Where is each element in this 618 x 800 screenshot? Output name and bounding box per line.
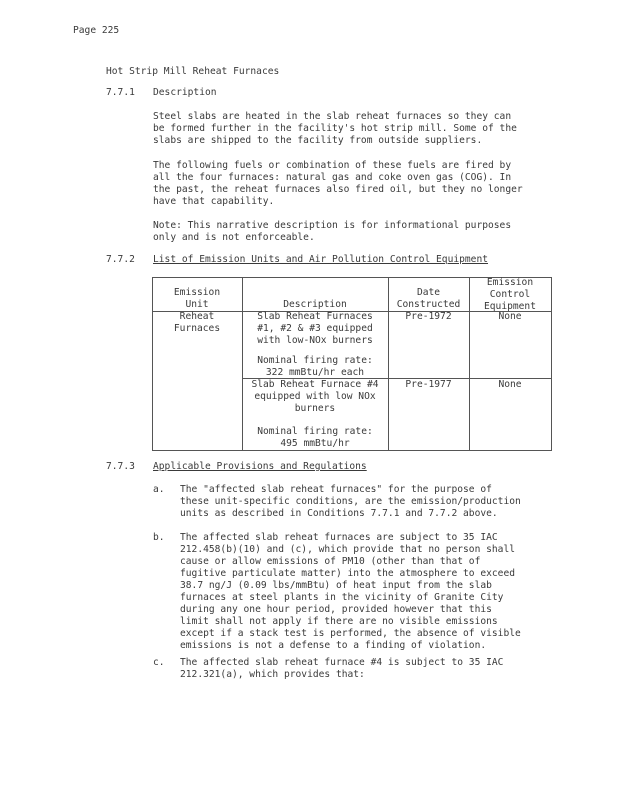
text-line: fugitive particulate matter) into the atmosphere to exceed bbox=[180, 568, 516, 579]
text-line: during any one hour period, provided however that this bbox=[180, 604, 492, 615]
header-text: Description bbox=[283, 299, 347, 310]
text-line: limit shall not apply if there are no visible emissions bbox=[180, 616, 498, 627]
text-line: emissions is not a defense to a finding of violation. bbox=[180, 640, 487, 651]
item-letter-b: b. bbox=[153, 532, 165, 543]
note-paragraph bbox=[153, 220, 553, 244]
cell-text: #1, #2 & #3 equipped bbox=[257, 323, 373, 334]
text-line: 212.321(a), which provides that: bbox=[180, 669, 365, 680]
cell-date-constructed: Pre-1977 bbox=[405, 379, 452, 390]
cell-text: Reheat bbox=[179, 311, 215, 322]
text-line: 38.7 ng/J (0.09 lbs/mmBtu) of heat input from the slab bbox=[180, 580, 492, 591]
cell-text: Slab Reheat Furnace #4 bbox=[251, 379, 379, 390]
item-letter-c: c. bbox=[153, 657, 165, 668]
item-letter-a: a. bbox=[153, 484, 165, 495]
cell-text: Furnaces bbox=[173, 323, 221, 334]
text-line: have that capability. bbox=[153, 196, 275, 207]
header-text: Date bbox=[416, 287, 441, 298]
text-line: these unit-specific conditions, are the emission/production bbox=[180, 496, 521, 507]
text-line: The following fuels or combination of these fuels are fired by bbox=[153, 160, 512, 171]
cell-description bbox=[242, 379, 388, 415]
text-line: The affected slab reheat furnaces are subject to 35 IAC bbox=[180, 532, 498, 543]
description-paragraph-1 bbox=[153, 111, 553, 147]
page-number: Page 225 bbox=[73, 25, 120, 36]
text-line: be formed further in the facility's hot strip mill. Some of the bbox=[153, 123, 517, 134]
header-text: Constructed bbox=[396, 299, 461, 310]
text-line: Steel slabs are heated in the slab reheat furnaces so they can bbox=[153, 111, 512, 122]
header-date-constructed bbox=[388, 287, 469, 311]
section-title: Hot Strip Mill Reheat Furnaces bbox=[106, 66, 280, 77]
cell-text: burners bbox=[294, 403, 336, 414]
cell-description bbox=[242, 311, 388, 347]
header-text: Unit bbox=[185, 299, 209, 310]
provision-a bbox=[180, 484, 560, 520]
header-emission-unit bbox=[152, 287, 242, 311]
cell-text: 495 mmBtu/hr bbox=[280, 438, 350, 449]
heading-description: Description bbox=[153, 87, 217, 98]
text-line: slabs are shipped to the facility from outside suppliers. bbox=[153, 135, 483, 146]
header-text: Emission bbox=[486, 277, 534, 288]
cell-control-equipment: None bbox=[498, 311, 522, 322]
text-line: 212.458(b)(10) and (c), which provide that no person shall bbox=[180, 544, 516, 555]
heading-emission-units-list: List of Emission Units and Air Pollution Control Equipment bbox=[153, 254, 489, 265]
text-line: furnaces at steel plants in the vicinity of Granite City bbox=[180, 592, 504, 603]
text-line: cause or allow emissions of PM10 (other than that of bbox=[180, 556, 481, 567]
text-line: The affected slab reheat furnace #4 is subject to 35 IAC bbox=[180, 657, 504, 668]
table-right-border bbox=[551, 277, 552, 451]
cell-text: with low-NOx burners bbox=[257, 335, 373, 346]
cell-text: 322 mmBtu/hr each bbox=[265, 367, 365, 378]
cell-text: equipped with low NOx bbox=[254, 391, 376, 402]
cell-date-constructed: Pre-1972 bbox=[405, 311, 452, 322]
text-line: the past, the reheat furnaces also fired oil, but they no longer bbox=[153, 184, 523, 195]
cell-text: Nominal firing rate: bbox=[257, 355, 373, 366]
cell-text: Nominal firing rate: bbox=[257, 426, 373, 437]
section-number-772: 7.7.2 bbox=[106, 254, 135, 265]
header-text: Equipment bbox=[484, 301, 536, 312]
header-control-equipment bbox=[469, 277, 551, 313]
emission-units-table bbox=[152, 273, 552, 451]
description-paragraph-2 bbox=[153, 160, 553, 208]
header-text: Control bbox=[489, 289, 531, 300]
text-line: except if a stack test is performed, the absence of visible bbox=[180, 628, 521, 639]
heading-applicable-provisions: Applicable Provisions and Regulations bbox=[153, 461, 367, 472]
section-number-771: 7.7.1 bbox=[106, 87, 135, 98]
cell-emission-unit bbox=[152, 311, 242, 335]
text-line: only and is not enforceable. bbox=[153, 232, 315, 243]
header-description bbox=[242, 299, 388, 311]
section-number-773: 7.7.3 bbox=[106, 461, 135, 472]
text-line: The "affected slab reheat furnaces" for the purpose of bbox=[180, 484, 492, 495]
header-text: Emission bbox=[173, 287, 221, 298]
cell-text: Slab Reheat Furnaces bbox=[257, 311, 373, 322]
cell-firing-rate bbox=[242, 426, 388, 450]
cell-control-equipment: None bbox=[498, 379, 522, 390]
cell-firing-rate bbox=[242, 355, 388, 379]
table-bottom-border bbox=[152, 450, 552, 451]
provision-c bbox=[180, 657, 560, 681]
text-line: all the four furnaces: natural gas and coke oven gas (COG). In bbox=[153, 172, 512, 183]
text-line: units as described in Conditions 7.7.1 and 7.7.2 above. bbox=[180, 508, 498, 519]
text-line: Note: This narrative description is for informational purposes bbox=[153, 220, 512, 231]
provision-b bbox=[180, 532, 560, 652]
